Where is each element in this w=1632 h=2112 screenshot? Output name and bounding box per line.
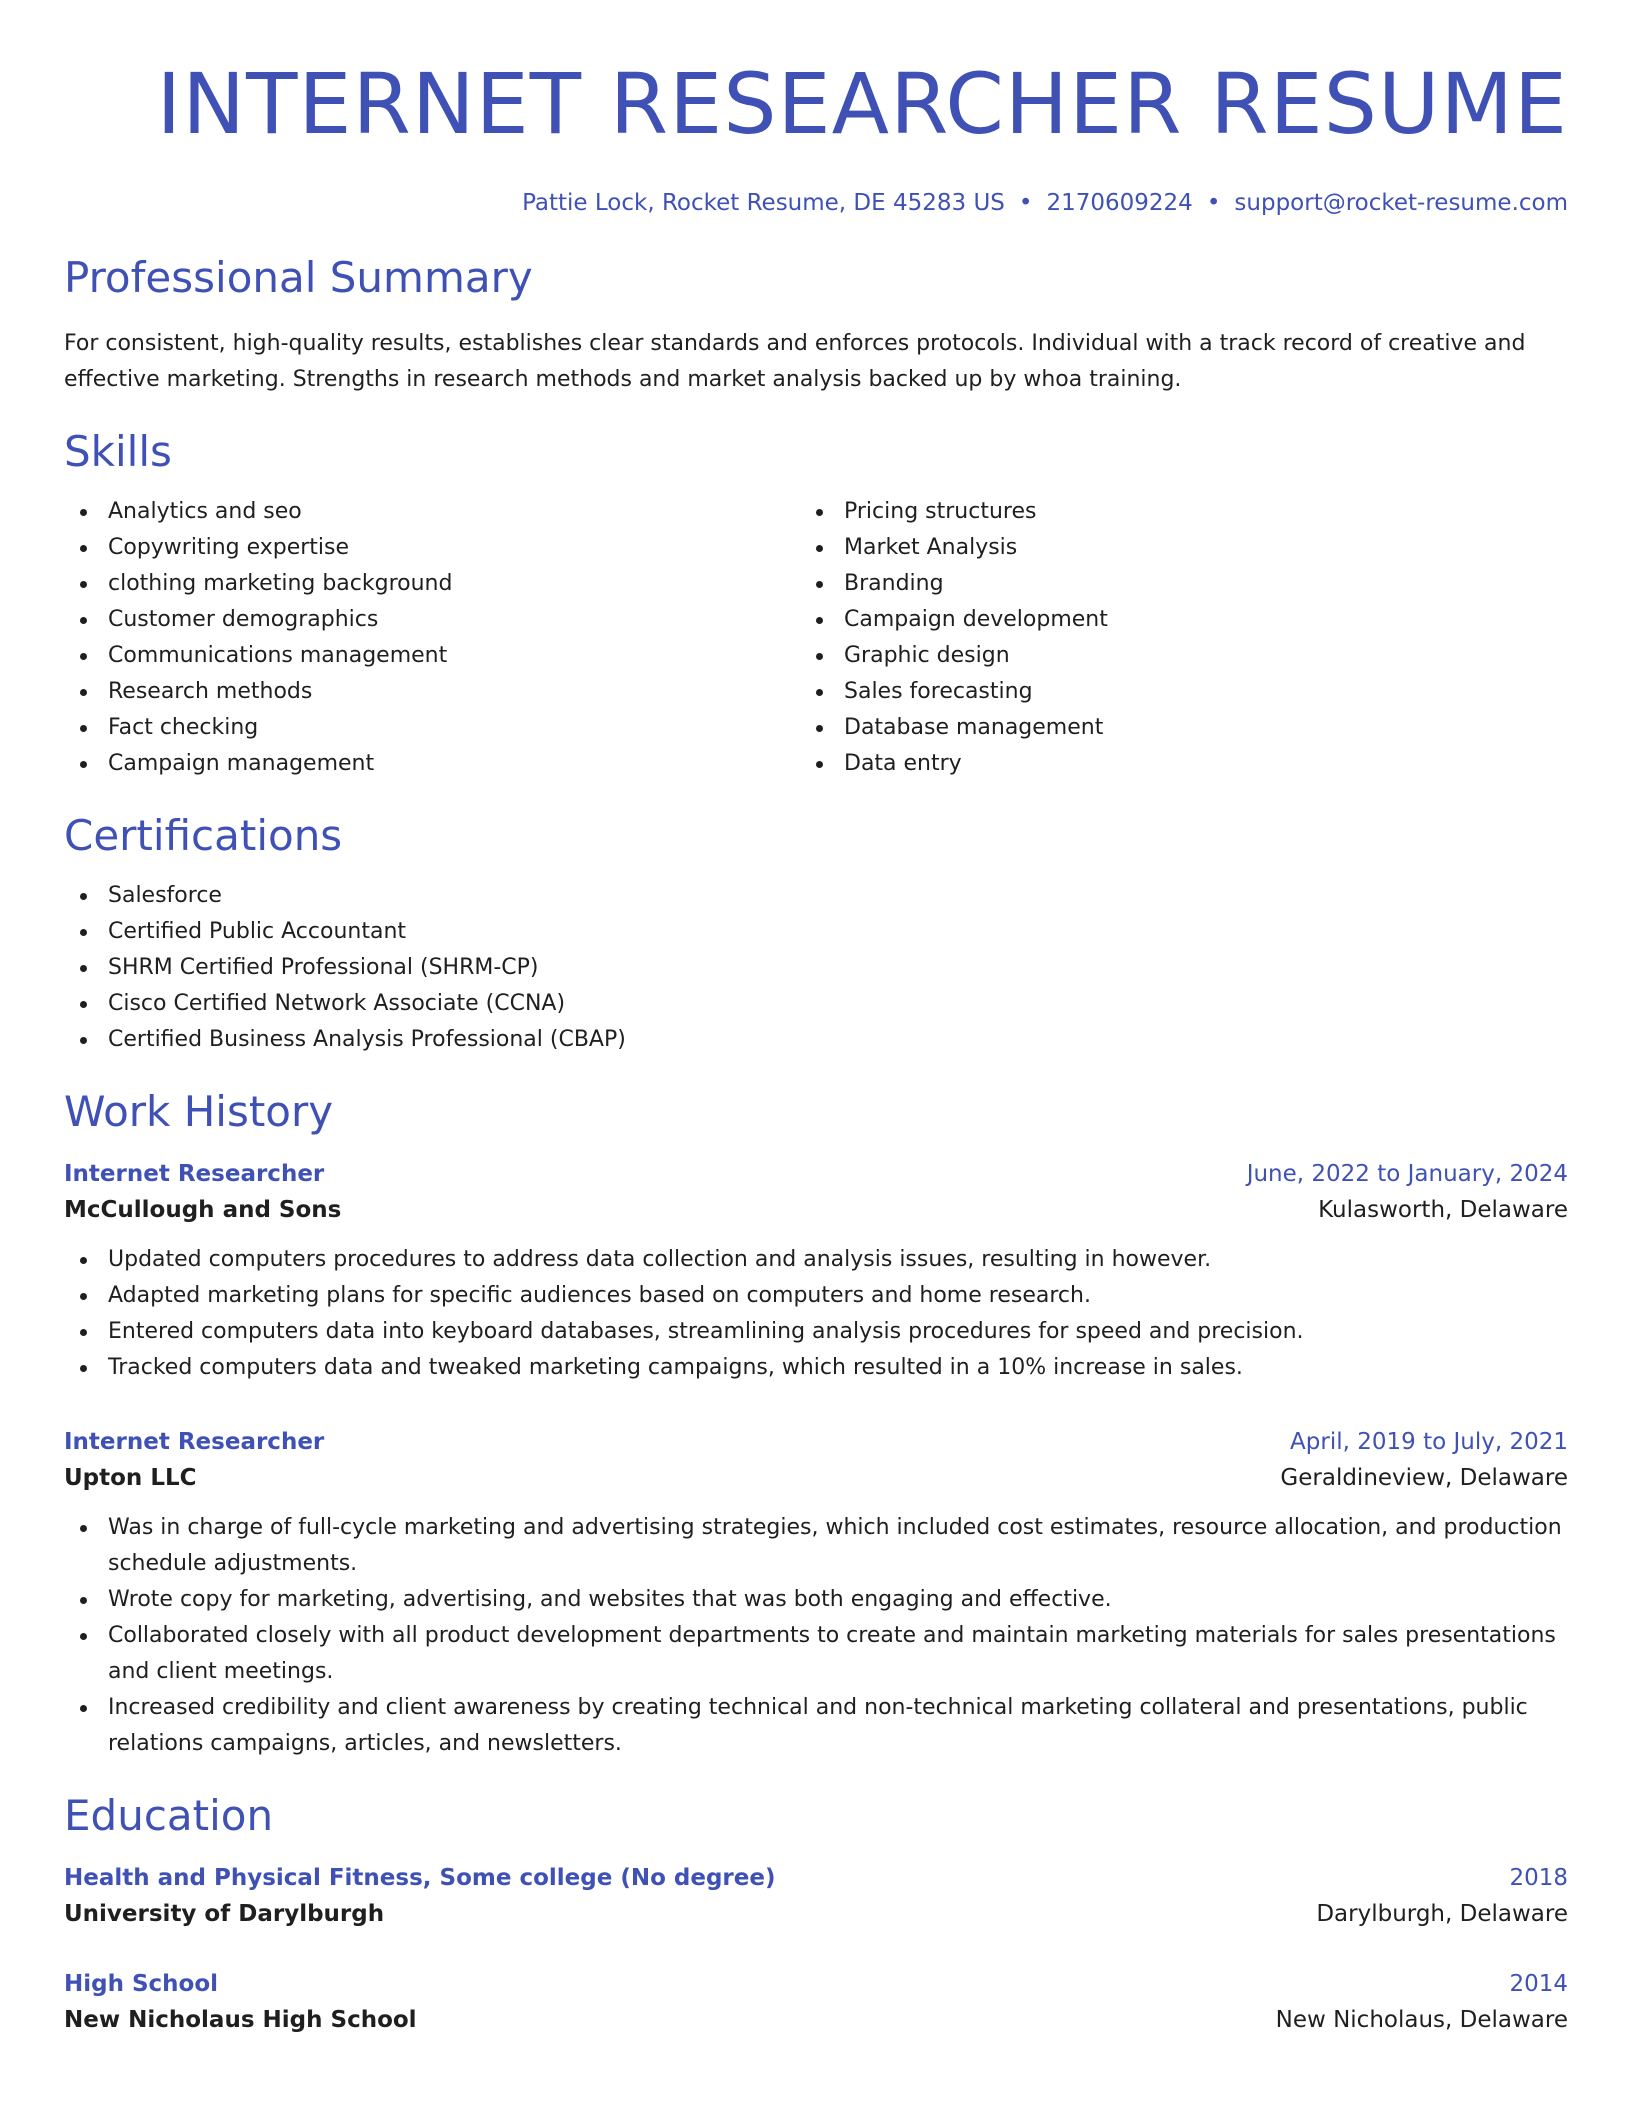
job-company: McCullough and Sons (64, 1197, 342, 1223)
skills-heading: Skills (64, 427, 172, 476)
job-title: Internet Researcher (64, 1429, 325, 1455)
skill-item: clothing marketing background (64, 566, 800, 602)
contact-email: support@rocket-resume.com (1234, 190, 1568, 216)
job-company: Upton LLC (64, 1465, 197, 1491)
education-school: University of Darylburgh (64, 1901, 385, 1927)
education-degree: Health and Physical Fitness, Some college (No degree) (64, 1865, 776, 1891)
work-history-heading: Work History (64, 1087, 334, 1136)
certification-item: Cisco Certified Network Associate (CCNA) (64, 986, 1568, 1022)
skills-column-right (800, 494, 1536, 782)
contact-line (64, 188, 1568, 218)
skill-item: Fact checking (64, 710, 800, 746)
job-bullet: Adapted marketing plans for specific audiences based on computers and home research. (64, 1278, 1568, 1314)
education-location: New Nicholaus, Delaware (1275, 2007, 1568, 2033)
contact-separator: • (1018, 190, 1033, 216)
skills-section (64, 426, 1568, 782)
job-title: Internet Researcher (64, 1161, 325, 1187)
education-heading: Education (64, 1791, 274, 1840)
summary-text: For consistent, high-quality results, establishes clear standards and enforces protocols. Individual with a track record of creative and effective marketing. Strengths in research methods and market analysis backed up by whoa training. (64, 331, 1526, 392)
job-location: Kulasworth, Delaware (1318, 1197, 1568, 1223)
skill-item: Campaign management (64, 746, 800, 782)
skill-item: Market Analysis (800, 530, 1536, 566)
contact-separator: • (1206, 190, 1221, 216)
certifications-heading: Certifications (64, 811, 343, 860)
education-section (64, 1790, 1568, 2038)
certification-item: SHRM Certified Professional (SHRM-CP) (64, 950, 1568, 986)
education-entry (64, 1966, 1568, 2038)
education-school: New Nicholaus High School (64, 2007, 417, 2033)
job-bullet: Collaborated closely with all product development departments to create and maintain marketing materials for sales presentations and client meetings. (64, 1618, 1568, 1690)
job-bullet: Updated computers procedures to address data collection and analysis issues, resulting in however. (64, 1242, 1568, 1278)
skills-column-left (64, 494, 800, 782)
skill-item: Analytics and seo (64, 494, 800, 530)
resume-title: INTERNET RESEARCHER RESUME (156, 55, 1568, 153)
work-history-section (64, 1086, 1568, 1762)
job-bullet: Was in charge of full-cycle marketing and advertising strategies, which included cost estimates, resource allocation, and production schedule adjustments. (64, 1510, 1568, 1582)
skill-item: Database management (800, 710, 1536, 746)
education-degree: High School (64, 1971, 219, 1997)
skills-columns (64, 494, 1568, 782)
summary-heading: Professional Summary (64, 253, 533, 302)
job-bullet: Wrote copy for marketing, advertising, and websites that was both engaging and effective. (64, 1582, 1568, 1618)
job-location: Geraldineview, Delaware (1280, 1465, 1568, 1491)
skill-item: Sales forecasting (800, 674, 1536, 710)
job-bullet: Increased credibility and client awareness by creating technical and non-technical marketing collateral and presentations, public relations campaigns, articles, and newsletters. (64, 1690, 1568, 1762)
skill-item: Branding (800, 566, 1536, 602)
skill-item: Copywriting expertise (64, 530, 800, 566)
job-dates: June, 2022 to January, 2024 (1246, 1161, 1568, 1187)
skill-item: Research methods (64, 674, 800, 710)
skill-item: Communications management (64, 638, 800, 674)
education-year: 2018 (1509, 1865, 1568, 1891)
job-bullet: Entered computers data into keyboard databases, streamlining analysis procedures for speed and precision. (64, 1314, 1568, 1350)
education-year: 2014 (1509, 1971, 1568, 1997)
skill-item: Campaign development (800, 602, 1536, 638)
education-location: Darylburgh, Delaware (1316, 1901, 1568, 1927)
skill-item: Customer demographics (64, 602, 800, 638)
certifications-section (64, 810, 1568, 1058)
certification-item: Certified Business Analysis Professional (CBAP) (64, 1022, 1568, 1058)
job-entry (64, 1156, 1568, 1386)
job-bullet: Tracked computers data and tweaked marketing campaigns, which resulted in a 10% increase in sales. (64, 1350, 1568, 1386)
skill-item: Graphic design (800, 638, 1536, 674)
skill-item: Data entry (800, 746, 1536, 782)
contact-phone: 2170609224 (1046, 190, 1193, 216)
education-entry (64, 1860, 1568, 1932)
skill-item: Pricing structures (800, 494, 1536, 530)
certification-item: Salesforce (64, 878, 1568, 914)
job-dates: April, 2019 to July, 2021 (1290, 1429, 1568, 1455)
contact-address: Pattie Lock, Rocket Resume, DE 45283 US (522, 190, 1005, 216)
certification-item: Certified Public Accountant (64, 914, 1568, 950)
job-entry (64, 1424, 1568, 1762)
